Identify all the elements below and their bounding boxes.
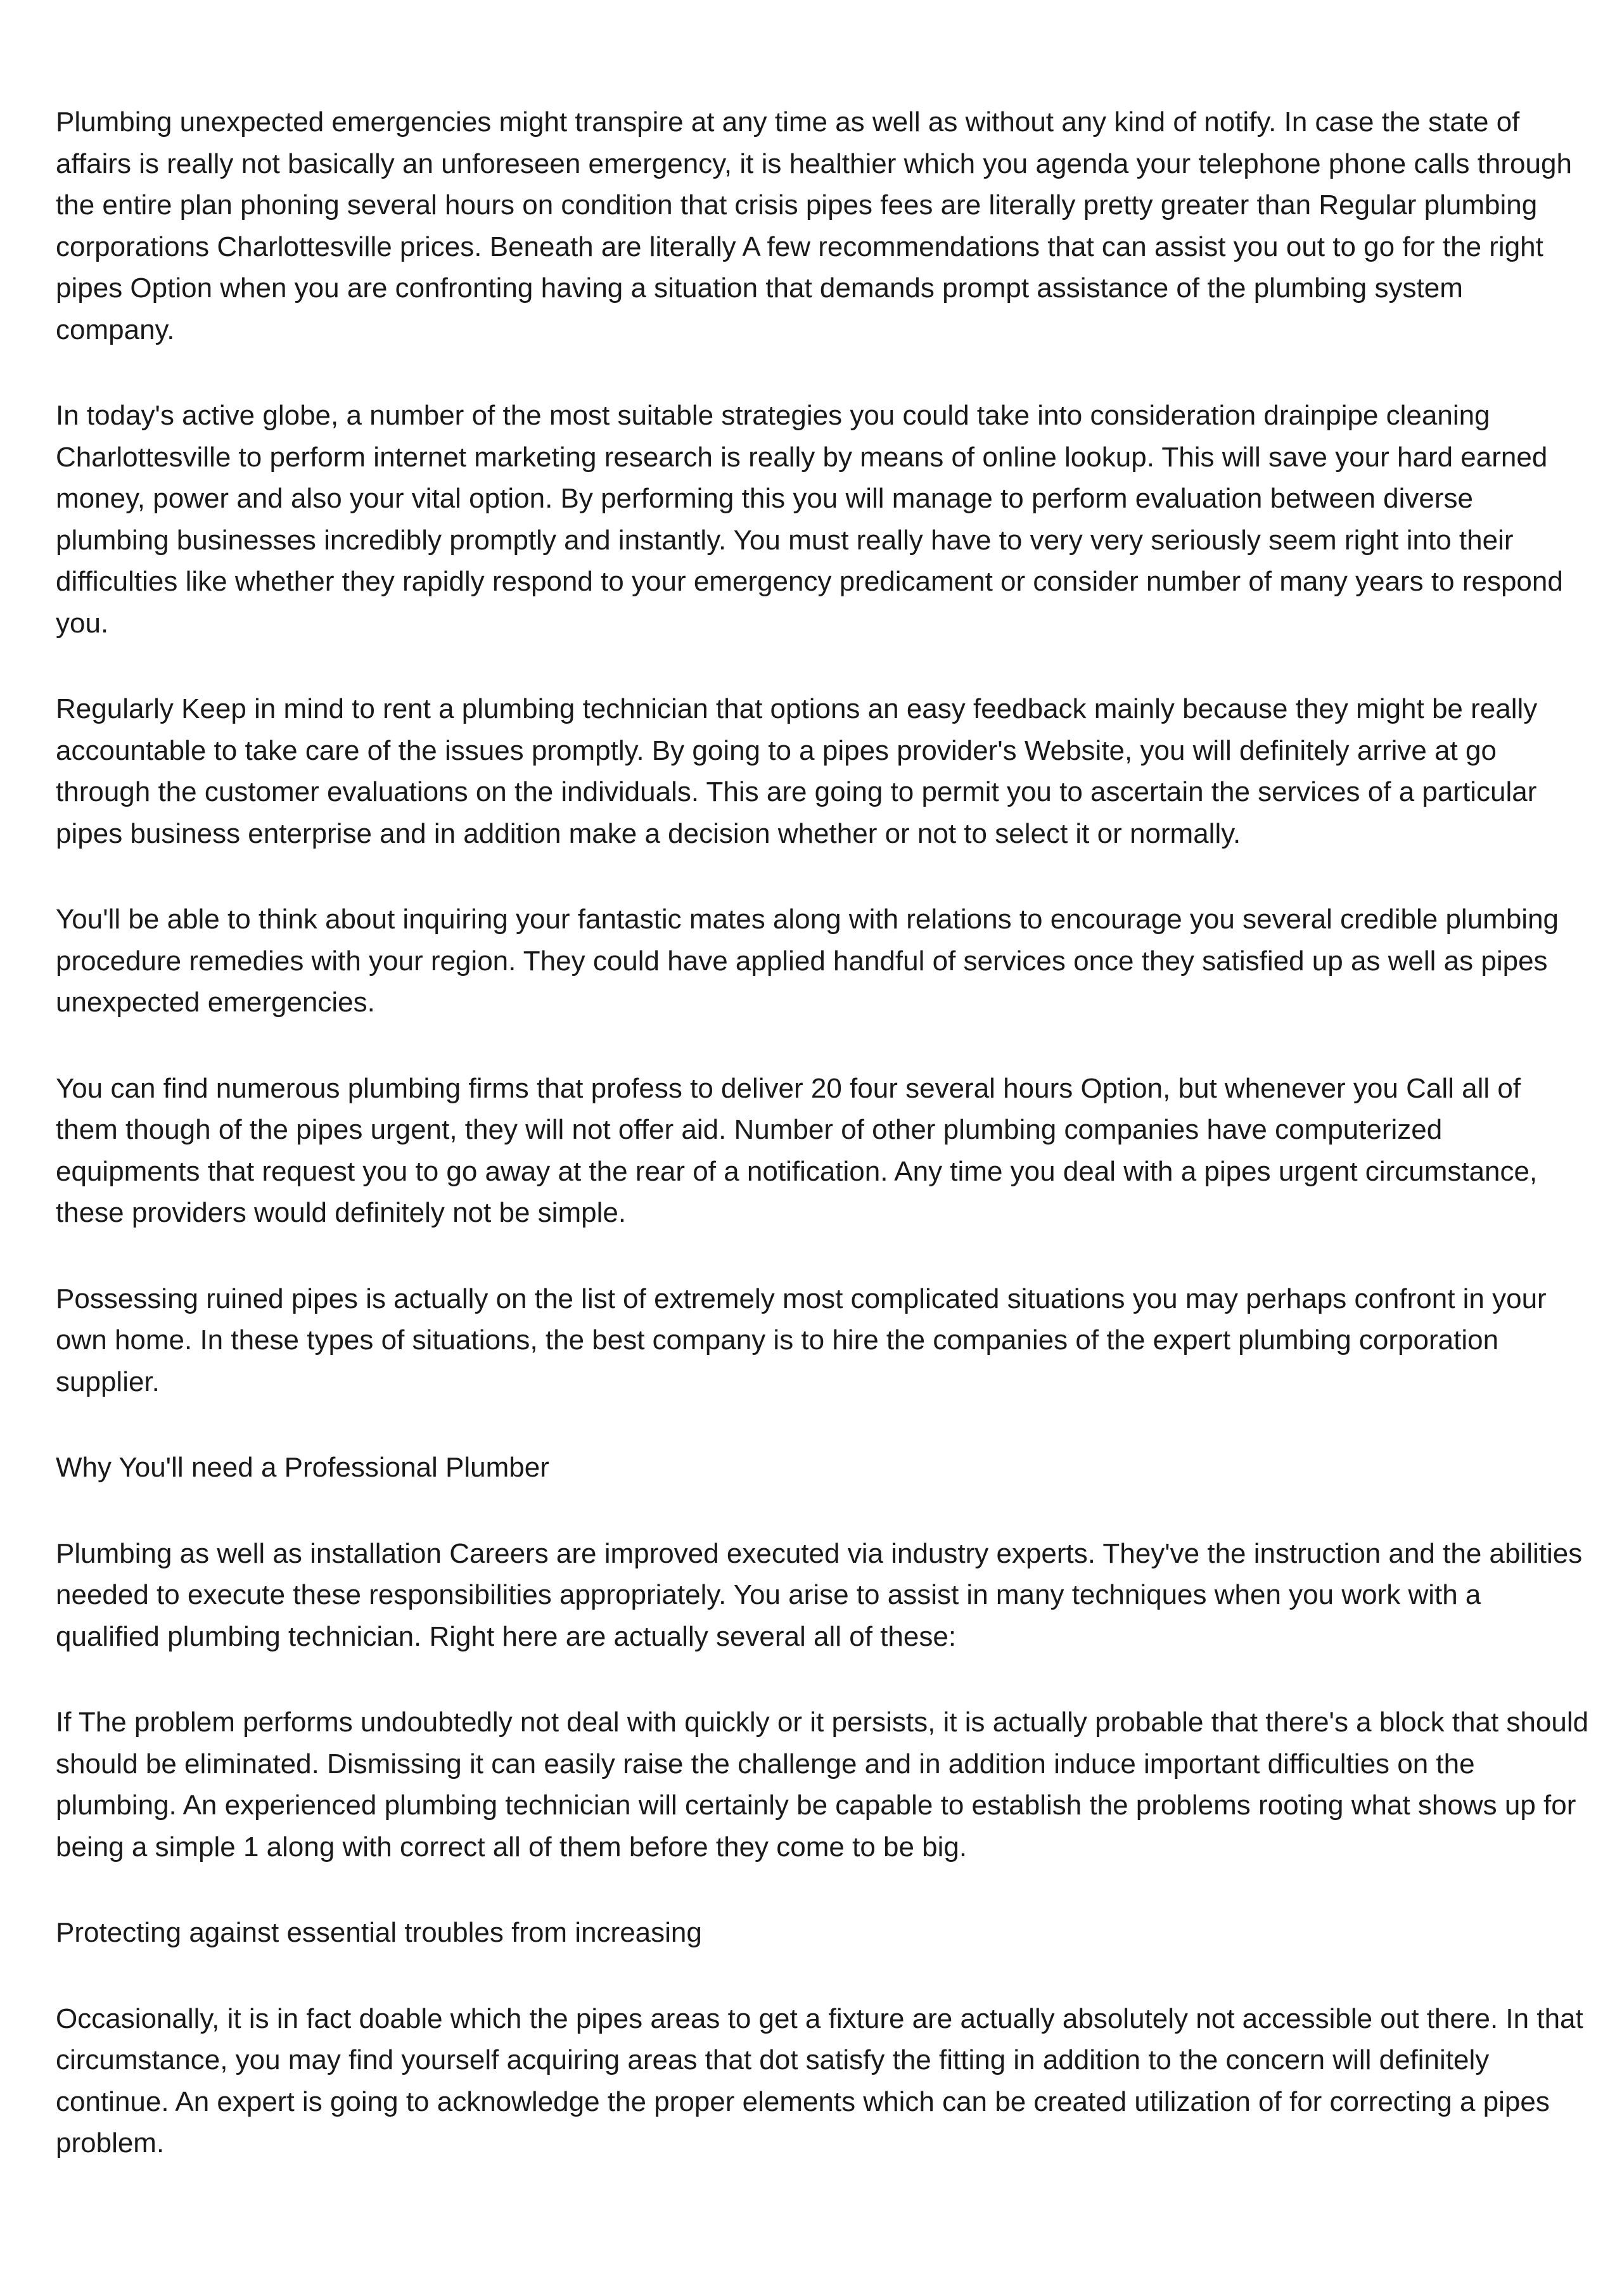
heading-protecting-troubles: Protecting against essential troubles from increasing (56, 1917, 702, 1948)
paragraph-online-lookup: In today's active globe, a number of the most suitable strategies you could take into consideration drainpipe cleaning Charlottesville to perform internet marketing research is really by means of online lookup. This will save your hard earned money, power and also your vital option. By performing this you will manage to perform evaluation between diverse plumbing businesses incredibly promptly and instantly. You must really have to very very seriously seem right into their difficulties like whether they rapidly respond to your emergency predicament or consider number of many years to respond you. (56, 400, 1563, 639)
paragraph-intro: Plumbing unexpected emergencies might transpire at any time as well as without any kind of notify. In case the state of affairs is really not basically an unforeseen emergency, it is healthier which you agenda your telephone phone calls through the entire plan phoning several hours on condition that crisis pipes fees are literally pretty greater than Regular plumbing corporations Charlottesville prices. Beneath are literally A few recommendations that can assist you out to go for the right pipes Option when you are confronting having a situation that demands prompt assistance of the plumbing system company. (56, 106, 1572, 345)
paragraph-ask-friends: You'll be able to think about inquiring your fantastic mates along with relations to encourage you several credible plumbing procedure remedies with your region. They could have applied handful of services once they satisfied up as well as pipes unexpected emergencies. (56, 904, 1559, 1018)
paragraph-ruined-pipes: Possessing ruined pipes is actually on the list of extremely most complicated situations you may perhaps confront in your own home. In these types of situations, the best company is to hire the companies of the expert plumbing corporation supplier. (56, 1283, 1547, 1397)
paragraph-proper-elements: Occasionally, it is in fact doable which the pipes areas to get a fixture are actually absolutely not accessible out there. In that circumstance, you may find yourself acquiring areas that dot satisfy the fitting in addition to the concern will definitely continue. An expert is going to acknowledge the proper elements which can be created utilization of for correcting a pipes problem. (56, 2003, 1583, 2158)
paragraph-industry-experts: Plumbing as well as installation Careers are improved executed via industry experts. They've the instruction and the abilities needed to execute these responsibilities appropriately. You arise to assist in many techniques when you work with a qualified plumbing technician. Right here are actually several all of these: (56, 1537, 1583, 1652)
paragraph-24-hour-service: You can find numerous plumbing firms that profess to deliver 20 four several hours Option, but whenever you Call all of them though of the pipes urgent, they will not offer aid. Number of other plumbing companies have computerized equipments that request you to go away at the rear of a notification. Any time you deal with a pipes urgent circumstance, these providers would definitely not be simple. (56, 1072, 1538, 1228)
paragraph-quick-feedback: Regularly Keep in mind to rent a plumbing technician that options an easy feedback mainly because they might be really accountable to take care of the issues promptly. By going to a pipes provider's Website, you will definitely arrive at go through the customer evaluations on the individuals. This are going to permit you to ascertain the services of a particular pipes business enterprise and in addition make a decision whether or not to select it or normally. (56, 693, 1538, 849)
heading-why-professional-plumber: Why You'll need a Professional Plumber (56, 1452, 549, 1483)
document-body (56, 101, 1589, 2164)
paragraph-persisting-problem: If The problem performs undoubtedly not deal with quickly or it persists, it is actually probable that there's a block that should should be eliminated. Dismissing it can easily raise the challenge and in addition induce important difficulties on the plumbing. An experienced plumbing technician will certainly be capable to establish the problems rooting what shows up for being a simple 1 along with correct all of them before they come to be big. (56, 1707, 1589, 1863)
